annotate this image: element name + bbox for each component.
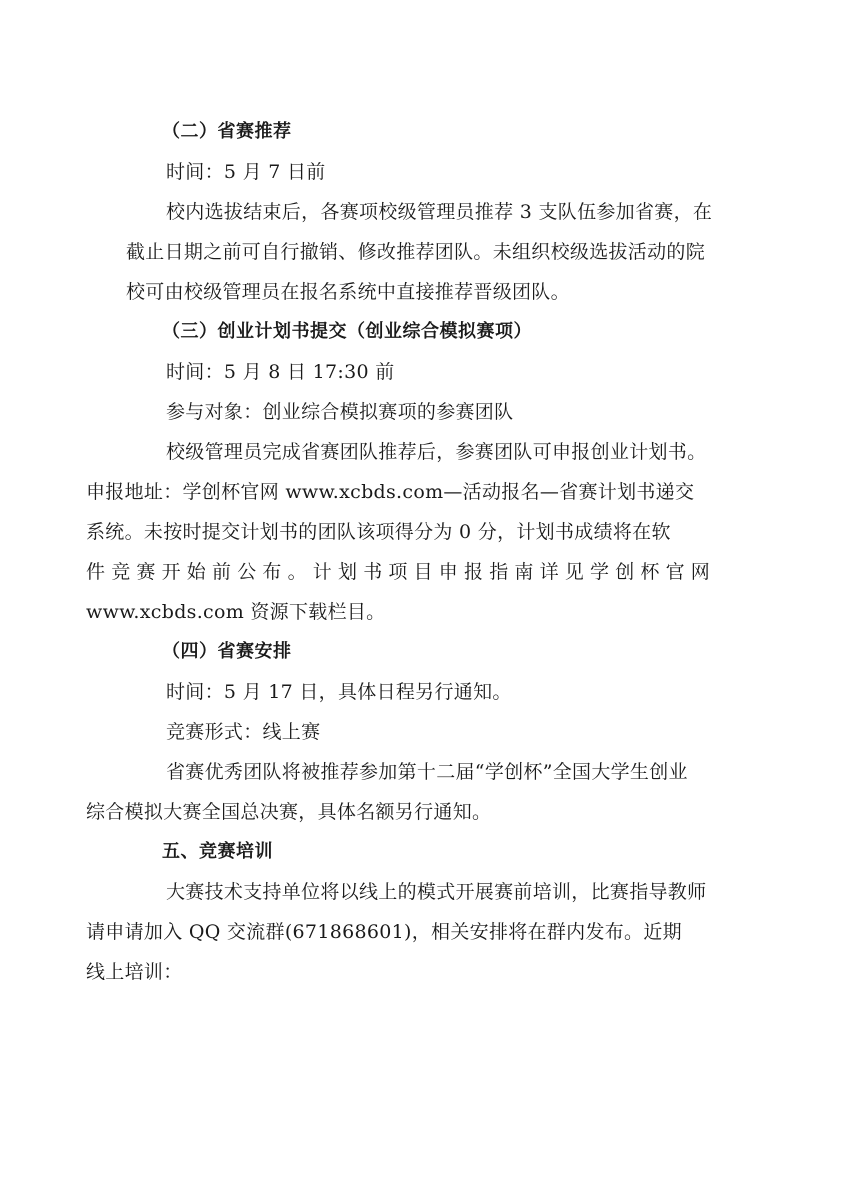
section-heading-training: 五、竞赛培训 [162, 841, 273, 862]
paragraph-training [86, 872, 730, 992]
text-line: www.xcbds.com 资源下载栏目。 [86, 601, 386, 623]
text-line: 大赛技术支持单位将以线上的模式开展赛前培训，比赛指导教师 [166, 881, 707, 903]
text-line: 件竞赛开始前公布。计划书项目申报指南详见学创杯官网 [86, 561, 717, 583]
section-heading-business-plan: （三）创业计划书提交（创业综合模拟赛项） [162, 321, 532, 342]
time-line: 时间：5 月 8 日 17:30 前 [166, 361, 395, 383]
text-line: 申报地址：学创杯官网 www.xcbds.com—活动报名—省赛计划书递交 [86, 481, 695, 503]
text-line: 请申请加入 QQ 交流群(671868601)，相关安排将在群内发布。近期 [86, 921, 682, 943]
section-heading-provincial-recommendation: （二）省赛推荐 [162, 121, 292, 142]
text-line: 截止日期之前可自行撤销、修改推荐团队。未组织校级选拔活动的院 [126, 241, 706, 263]
paragraph-national-final [86, 752, 730, 832]
paragraph-business-plan [86, 432, 730, 632]
text-line: 省赛优秀团队将被推荐参加第十二届“学创杯”全国大学生创业 [166, 761, 688, 783]
text-line: 校内选拔结束后，各赛项校级管理员推荐 3 支队伍参加省赛，在 [166, 201, 713, 223]
target-line: 参与对象：创业综合模拟赛项的参赛团队 [166, 401, 514, 423]
text-line: 校可由校级管理员在报名系统中直接推荐晋级团队。 [126, 281, 570, 303]
format-line: 竞赛形式：线上赛 [166, 721, 321, 743]
time-line: 时间：5 月 7 日前 [166, 161, 326, 183]
text-line: 综合模拟大赛全国总决赛，具体名额另行通知。 [86, 801, 492, 823]
paragraph-recommendation [126, 192, 730, 312]
text-line: 校级管理员完成省赛团队推荐后，参赛团队可申报创业计划书。 [166, 441, 707, 463]
section-heading-provincial-schedule: （四）省赛安排 [162, 641, 292, 662]
text-line: 系统。未按时提交计划书的团队该项得分为 0 分，计划书成绩将在软 [86, 521, 671, 543]
time-line: 时间：5 月 17 日，具体日程另行通知。 [166, 681, 512, 703]
text-line: 线上培训： [86, 961, 183, 983]
